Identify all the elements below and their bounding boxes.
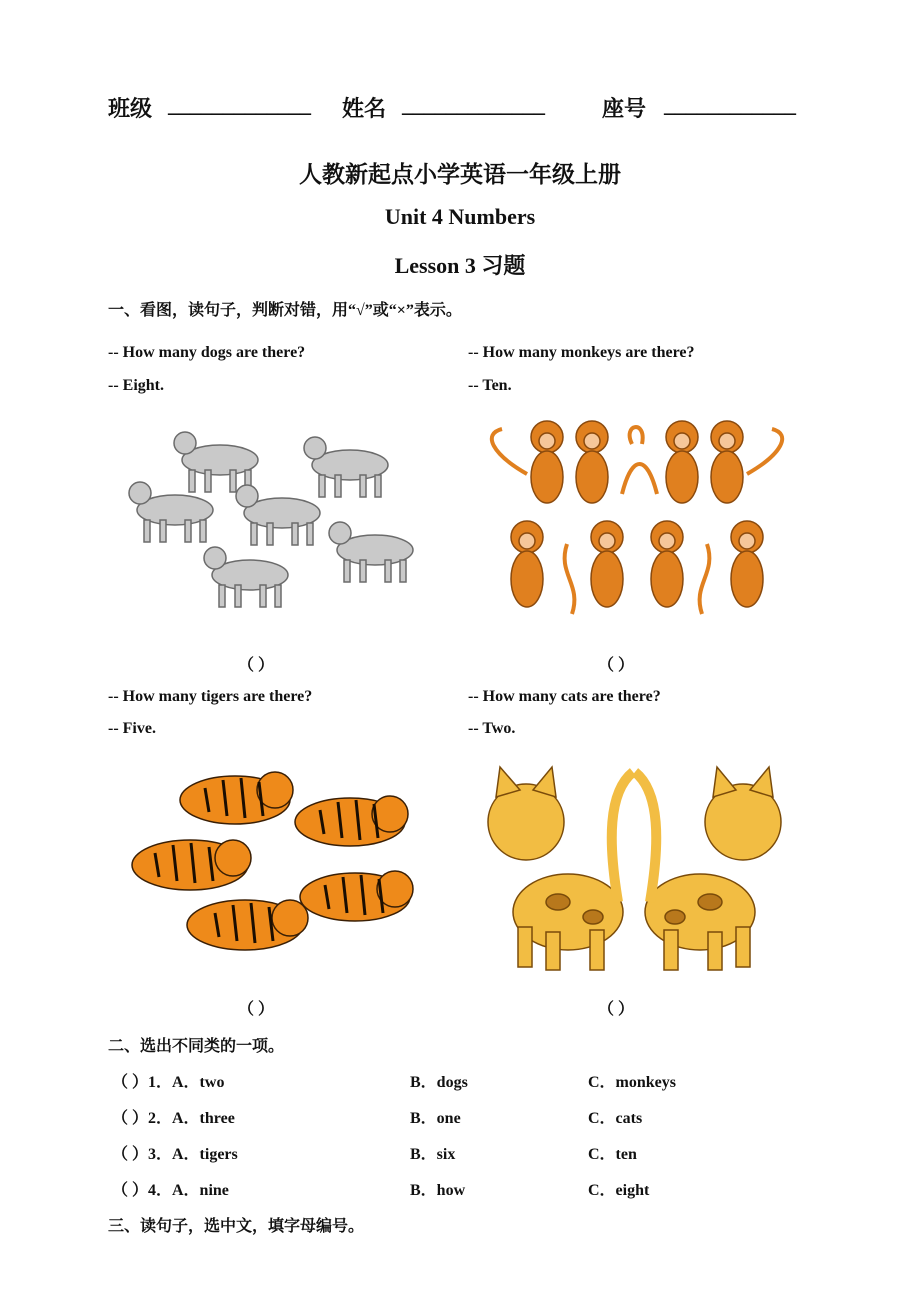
- choice-row-3-a[interactable]: （ ）3．A．tigers: [112, 1146, 238, 1163]
- unit-title: Unit 4 Numbers: [384, 204, 536, 229]
- dog-1: [174, 432, 258, 492]
- tiger-4: [300, 871, 413, 921]
- cats-answer: -- Two.: [468, 720, 516, 737]
- tigers-question: -- How many tigers are there?: [108, 688, 313, 705]
- dog-6: [204, 547, 288, 607]
- class-label: 班级: [108, 96, 153, 121]
- dog-5: [329, 522, 413, 582]
- tiger-1: [180, 772, 293, 824]
- monkey-row-top: [531, 421, 743, 503]
- tigers-picture: [115, 755, 420, 983]
- section3-heading: 三、读句子，选中文，填字母编号。: [108, 1218, 365, 1235]
- choice-row-4-c: C．eight: [588, 1182, 650, 1199]
- class-field[interactable]: _____________: [168, 92, 311, 117]
- cats-picture: [478, 762, 793, 977]
- dogs-answer-box[interactable]: （ ）: [238, 657, 275, 674]
- monkeys-answer: -- Ten.: [468, 377, 512, 394]
- dog-4: [236, 485, 320, 545]
- cats-answer-box[interactable]: （ ）: [598, 1001, 635, 1018]
- monkey-row-bottom: [511, 521, 763, 607]
- choice-row-2-b: B．one: [410, 1110, 461, 1127]
- choice-row-4-a[interactable]: （ ）4．A．nine: [112, 1182, 229, 1199]
- tigers-answer-box[interactable]: （ ）: [238, 1001, 275, 1018]
- seat-field[interactable]: ____________: [664, 92, 796, 117]
- name-field[interactable]: _____________: [402, 92, 545, 117]
- monkeys-answer-box[interactable]: （ ）: [598, 657, 635, 674]
- cats-question: -- How many cats are there?: [468, 688, 661, 705]
- tiger-5: [187, 900, 308, 950]
- choice-row-2-a[interactable]: （ ）2．A．three: [112, 1110, 235, 1127]
- choice-row-4-b: B．how: [410, 1182, 466, 1199]
- cat-tails: [612, 772, 656, 902]
- book-title: 人教新起点小学英语一年级上册: [299, 162, 621, 187]
- seat-label: 座号: [602, 96, 647, 121]
- student-info-line: [108, 92, 828, 126]
- cat-right: [645, 767, 781, 970]
- section2-heading: 二、选出不同类的一项。: [108, 1038, 285, 1055]
- choice-row-3-b: B．six: [410, 1146, 456, 1163]
- dog-2: [304, 437, 388, 497]
- monkeys-picture: [472, 414, 802, 634]
- choice-row-2-c: C．cats: [588, 1110, 643, 1127]
- tigers-answer: -- Five.: [108, 720, 156, 737]
- choice-row-1-b: B．dogs: [410, 1074, 468, 1091]
- dogs-answer: -- Eight.: [108, 377, 164, 394]
- dog-3: [129, 482, 213, 542]
- tiger-3: [132, 840, 251, 890]
- choice-row-3-c: C．ten: [588, 1146, 637, 1163]
- cat-left: [488, 767, 623, 970]
- choice-row-1-c: C．monkeys: [588, 1074, 677, 1091]
- dogs-picture: [125, 420, 425, 635]
- tiger-2: [295, 796, 408, 846]
- monkeys-question: -- How many monkeys are there?: [468, 344, 695, 361]
- name-label: 姓名: [342, 96, 387, 121]
- section1-heading: 一、看图，读句子，判断对错，用“√”或“×”表示。: [108, 302, 462, 319]
- choice-row-1-a[interactable]: （ ）1．A．two: [112, 1074, 225, 1091]
- dogs-question: -- How many dogs are there?: [108, 344, 306, 361]
- lesson-title: Lesson 3 习题: [394, 253, 526, 278]
